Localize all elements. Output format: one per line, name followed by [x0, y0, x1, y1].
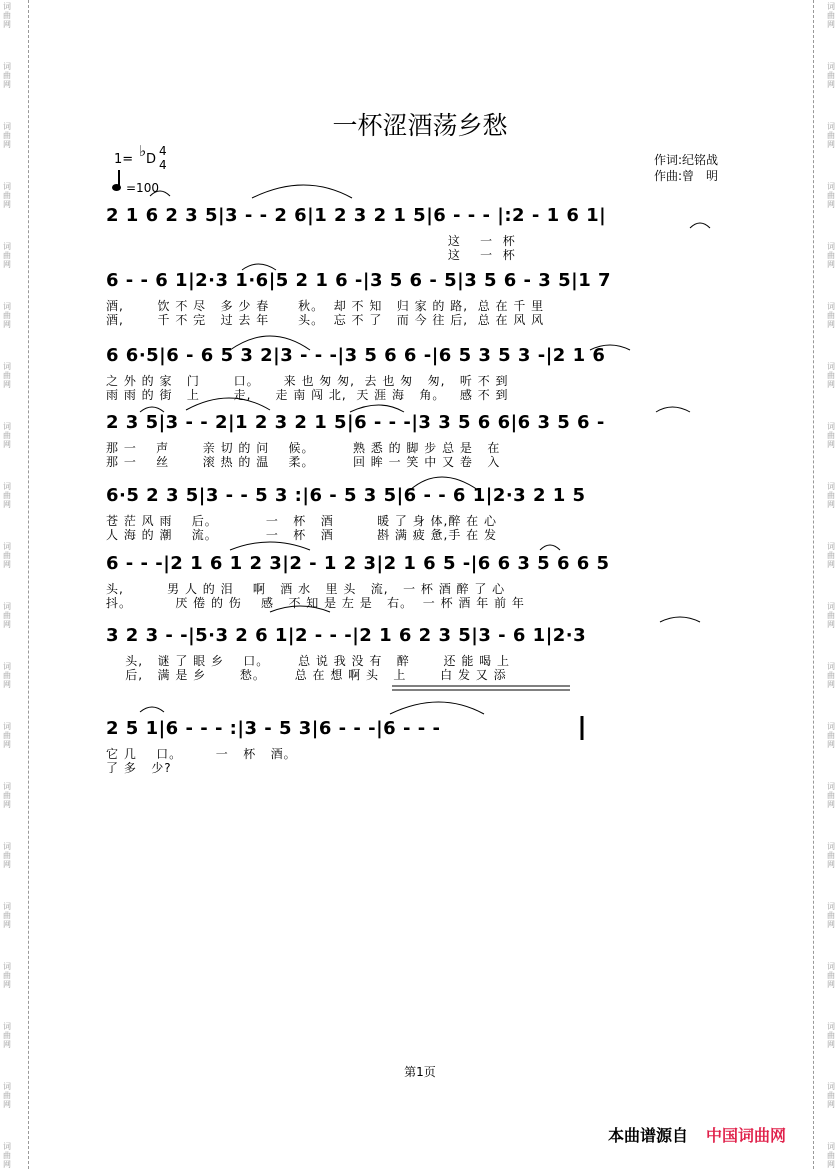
watermark-char: 曲: [827, 431, 835, 440]
lyric-line: 之 外 的 家 门 口。 来 也 匆 匆, 去 也 匆 匆, 听 不 到: [106, 374, 509, 388]
watermark-char: 词: [827, 182, 835, 191]
watermark-char: 网: [827, 1160, 835, 1169]
slur: [252, 185, 352, 198]
lyric-line: 那 一 声 亲 切 的 问 候。 熟 悉 的 脚 步 总 是 在: [106, 441, 501, 455]
watermark-char: 网: [827, 380, 835, 389]
watermark-char: 曲: [3, 671, 11, 680]
watermark-char: 网: [3, 980, 11, 989]
notation-row: 2 1 6 2 3 5|3 - - 2 6|1 2 3 2 1 5|6 - - - |:2 - 1 6 1|: [106, 205, 607, 226]
watermark-char: 网: [827, 260, 835, 269]
watermark-char: 曲: [3, 311, 11, 320]
watermark-char: 曲: [3, 191, 11, 200]
watermark-char: 曲: [3, 251, 11, 260]
watermark-char: 网: [827, 680, 835, 689]
watermark-char: 词: [3, 62, 11, 71]
lyric-line: 酒, 饮 不 尽 多 少 春 秋。 却 不 知 归 家 的 路, 总 在 千 里: [106, 299, 545, 313]
watermark-char: 曲: [3, 911, 11, 920]
watermark-char: 曲: [3, 491, 11, 500]
watermark-char: 曲: [3, 851, 11, 860]
watermark-char: 曲: [3, 1031, 11, 1040]
watermark-char: 曲: [827, 671, 835, 680]
watermark-char: 网: [3, 1100, 11, 1109]
lyric-line: 这 一 杯: [106, 234, 516, 248]
watermark-char: 词: [3, 962, 11, 971]
watermark-char: 词: [827, 62, 835, 71]
watermark-char: 网: [827, 1040, 835, 1049]
slur: [656, 407, 690, 412]
watermark-char: 曲: [3, 1151, 11, 1160]
watermark-char: 网: [3, 1160, 11, 1169]
notation-row: 2 3 5|3 - - 2|1 2 3 2 1 5|6 - - -|3 3 5 6 6|6 3 5 6 -: [106, 412, 605, 433]
watermark-char: 词: [827, 542, 835, 551]
watermark-char: 曲: [827, 1151, 835, 1160]
watermark-char: 曲: [3, 791, 11, 800]
flat-symbol: ♭: [139, 142, 147, 160]
lyricist: 作词:纪铭战: [654, 153, 719, 167]
watermark-char: 词: [3, 602, 11, 611]
watermark-char: 曲: [827, 791, 835, 800]
time-top: 4: [159, 144, 167, 158]
slur: [230, 336, 310, 350]
lyric-line: 抖。 厌 倦 的 伤 感 不 知 是 左 是 右。 一 杯 酒 年 前 年: [106, 596, 525, 610]
watermark-char: 曲: [3, 431, 11, 440]
watermark-char: 曲: [3, 971, 11, 980]
watermark-char: 词: [3, 722, 11, 731]
watermark-char: 网: [827, 500, 835, 509]
watermark-char: 词: [827, 722, 835, 731]
watermark-char: 网: [827, 560, 835, 569]
watermark-char: 词: [827, 602, 835, 611]
lyric-line: 了 多 少?: [106, 761, 172, 775]
watermark-char: 网: [3, 440, 11, 449]
notation-row: 3 2 3 - -|5·3 2 6 1|2 - - -|2 1 6 2 3 5|3 - 6 1|2·3: [106, 625, 587, 646]
notation-row: 6 - - 6 1|2·3 1·6|5 2 1 6 -|3 5 6 - 5|3 5 6 - 3 5|1 7: [106, 270, 612, 291]
slur: [230, 542, 310, 550]
watermark-char: 曲: [3, 131, 11, 140]
watermark-char: 词: [827, 962, 835, 971]
watermark-char: 曲: [827, 551, 835, 560]
watermark-char: 词: [3, 182, 11, 191]
watermark-char: 曲: [3, 611, 11, 620]
notation-row: 6·5 2 3 5|3 - - 5 3 :|6 - 5 3 5|6 - - 6 1|2·3 2 1 5: [106, 485, 586, 506]
watermark-char: 网: [827, 80, 835, 89]
lyric-line: 这 一 杯: [106, 248, 516, 262]
watermark-char: 词: [3, 1082, 11, 1091]
slur: [410, 477, 478, 490]
lyric-line: 人 海 的 潮 流。 一 杯 酒 斟 满 疲 惫,手 在 发: [106, 528, 497, 542]
watermark-char: 网: [827, 440, 835, 449]
key-note: D: [146, 152, 157, 167]
watermark-char: 曲: [827, 191, 835, 200]
watermark-char: 曲: [827, 71, 835, 80]
watermark-char: 曲: [3, 1091, 11, 1100]
watermark-char: 曲: [3, 371, 11, 380]
slur: [270, 606, 330, 612]
watermark-char: 网: [3, 80, 11, 89]
watermark-char: 曲: [827, 1031, 835, 1040]
watermark-char: 词: [827, 782, 835, 791]
watermark-char: 曲: [827, 971, 835, 980]
slur: [660, 617, 700, 622]
watermark-char: 曲: [827, 611, 835, 620]
watermark-char: 网: [827, 920, 835, 929]
slur: [690, 223, 710, 228]
lyric-line: 它 几 口。 一 杯 酒。: [106, 747, 297, 761]
watermark-char: 曲: [827, 911, 835, 920]
slur: [150, 191, 170, 196]
song-title: 一杯涩酒荡乡愁: [332, 111, 508, 140]
slur: [590, 345, 630, 350]
watermark-char: 词: [827, 1082, 835, 1091]
watermark-char: 网: [827, 200, 835, 209]
watermark-char: 词: [3, 662, 11, 671]
watermark-char: 网: [3, 140, 11, 149]
watermark-char: 词: [3, 242, 11, 251]
watermark-char: 网: [827, 20, 835, 29]
source-site-link[interactable]: 中国词曲网: [706, 1126, 787, 1145]
watermark-char: 曲: [827, 131, 835, 140]
watermark-char: 词: [3, 842, 11, 851]
watermark-char: 网: [3, 860, 11, 869]
watermark-char: 曲: [827, 491, 835, 500]
notation-row: 6 - - -|2 1 6 1 2 3|2 - 1 2 3|2 1 6 5 -|6 6 3 5 6 6 5: [106, 553, 610, 574]
watermark-char: 词: [827, 242, 835, 251]
watermark-char: 网: [827, 980, 835, 989]
lyric-line: 那 一 丝 滚 热 的 温 柔。 回 眸 一 笑 中 又 卷 入: [106, 455, 501, 469]
watermark-char: 网: [827, 140, 835, 149]
watermark-char: 网: [3, 1040, 11, 1049]
source-credit: [608, 1123, 786, 1146]
watermark-char: 网: [3, 260, 11, 269]
watermark-char: 网: [3, 800, 11, 809]
watermark-char: 词: [3, 122, 11, 131]
lyric-line: 头, 谜 了 眼 乡 口。 总 说 我 没 有 醉 还 能 喝 上: [106, 654, 510, 668]
watermark-char: 曲: [3, 731, 11, 740]
watermark-char: 词: [827, 662, 835, 671]
notation-row: 2 5 1|6 - - - :|3 - 5 3|6 - - -|6 - - -: [106, 718, 441, 739]
time-bottom: 4: [159, 158, 167, 172]
watermark-char: 词: [3, 1142, 11, 1151]
watermark-char: 词: [827, 1142, 835, 1151]
watermark-char: 词: [827, 362, 835, 371]
slur: [140, 707, 164, 712]
watermark-char: 词: [827, 482, 835, 491]
lyric-line: 头, 男 人 的 泪 啊 酒 水 里 头 流, 一 杯 酒 醉 了 心: [106, 582, 506, 596]
watermark-char: 曲: [827, 251, 835, 260]
watermark-char: 词: [827, 902, 835, 911]
watermark-char: 词: [3, 362, 11, 371]
watermark-char: 词: [827, 302, 835, 311]
watermark-char: 曲: [827, 311, 835, 320]
watermark-char: 词: [3, 482, 11, 491]
watermark-char: 词: [827, 122, 835, 131]
slur: [242, 264, 276, 270]
watermark-char: 网: [3, 200, 11, 209]
watermark-char: 网: [3, 680, 11, 689]
watermark-char: 词: [827, 1022, 835, 1031]
watermark-char: 词: [827, 842, 835, 851]
slur: [350, 405, 404, 412]
slur: [390, 702, 484, 714]
slur: [140, 407, 164, 412]
watermark-char: 曲: [827, 11, 835, 20]
watermark-char: 网: [3, 20, 11, 29]
watermark-char: 网: [3, 740, 11, 749]
slur: [186, 398, 270, 410]
watermark-char: 曲: [3, 11, 11, 20]
watermark-char: 网: [3, 620, 11, 629]
watermark-char: 网: [3, 380, 11, 389]
watermark-char: 网: [827, 320, 835, 329]
watermark-char: 词: [3, 2, 11, 11]
watermark-char: 网: [827, 800, 835, 809]
watermark-char: 网: [827, 1100, 835, 1109]
watermark-char: 网: [3, 560, 11, 569]
watermark-char: 网: [827, 860, 835, 869]
watermark-char: 词: [3, 542, 11, 551]
watermark-char: 词: [3, 782, 11, 791]
watermark-char: 网: [3, 920, 11, 929]
tempo-value: =100: [126, 181, 159, 195]
page-number: 第1页: [404, 1065, 436, 1079]
source-label: 本曲谱源自: [608, 1126, 689, 1145]
key-prefix: 1=: [114, 152, 134, 167]
watermark-char: 网: [3, 320, 11, 329]
notation-row: 6 6·5|6 - 6 5 3 2|3 - - -|3 5 6 6 -|6 5 3 5 3 -|2 1 6: [106, 345, 606, 366]
watermark-char: 词: [827, 2, 835, 11]
watermark-char: 词: [3, 422, 11, 431]
watermark-char: 词: [3, 302, 11, 311]
slur: [540, 545, 560, 550]
lyric-line: 酒, 千 不 完 过 去 年 头。 忘 不 了 而 今 往 后, 总 在 风 风: [106, 313, 545, 327]
lyric-line: 苍 茫 风 雨 后。 一 杯 酒 暖 了 身 体,醉 在 心: [106, 514, 497, 528]
composer: 作曲:曾 明: [654, 169, 719, 183]
watermark-char: 词: [827, 422, 835, 431]
watermark-char: 网: [827, 620, 835, 629]
watermark-char: 曲: [3, 551, 11, 560]
watermark-char: 曲: [3, 71, 11, 80]
watermark-char: 曲: [827, 1091, 835, 1100]
watermark-char: 曲: [827, 731, 835, 740]
watermark-char: 词: [3, 902, 11, 911]
watermark-char: 词: [3, 1022, 11, 1031]
watermark-char: 曲: [827, 371, 835, 380]
lyric-line: 后, 满 是 乡 愁。 总 在 想 啊 头 上 白 发 又 添: [106, 668, 507, 682]
lyric-line: 雨 雨 的 街 上 走, 走 南 闯 北, 天 涯 海 角。 感 不 到: [106, 388, 509, 402]
watermark-char: 网: [3, 500, 11, 509]
watermark-char: 网: [827, 740, 835, 749]
watermark-char: 曲: [827, 851, 835, 860]
